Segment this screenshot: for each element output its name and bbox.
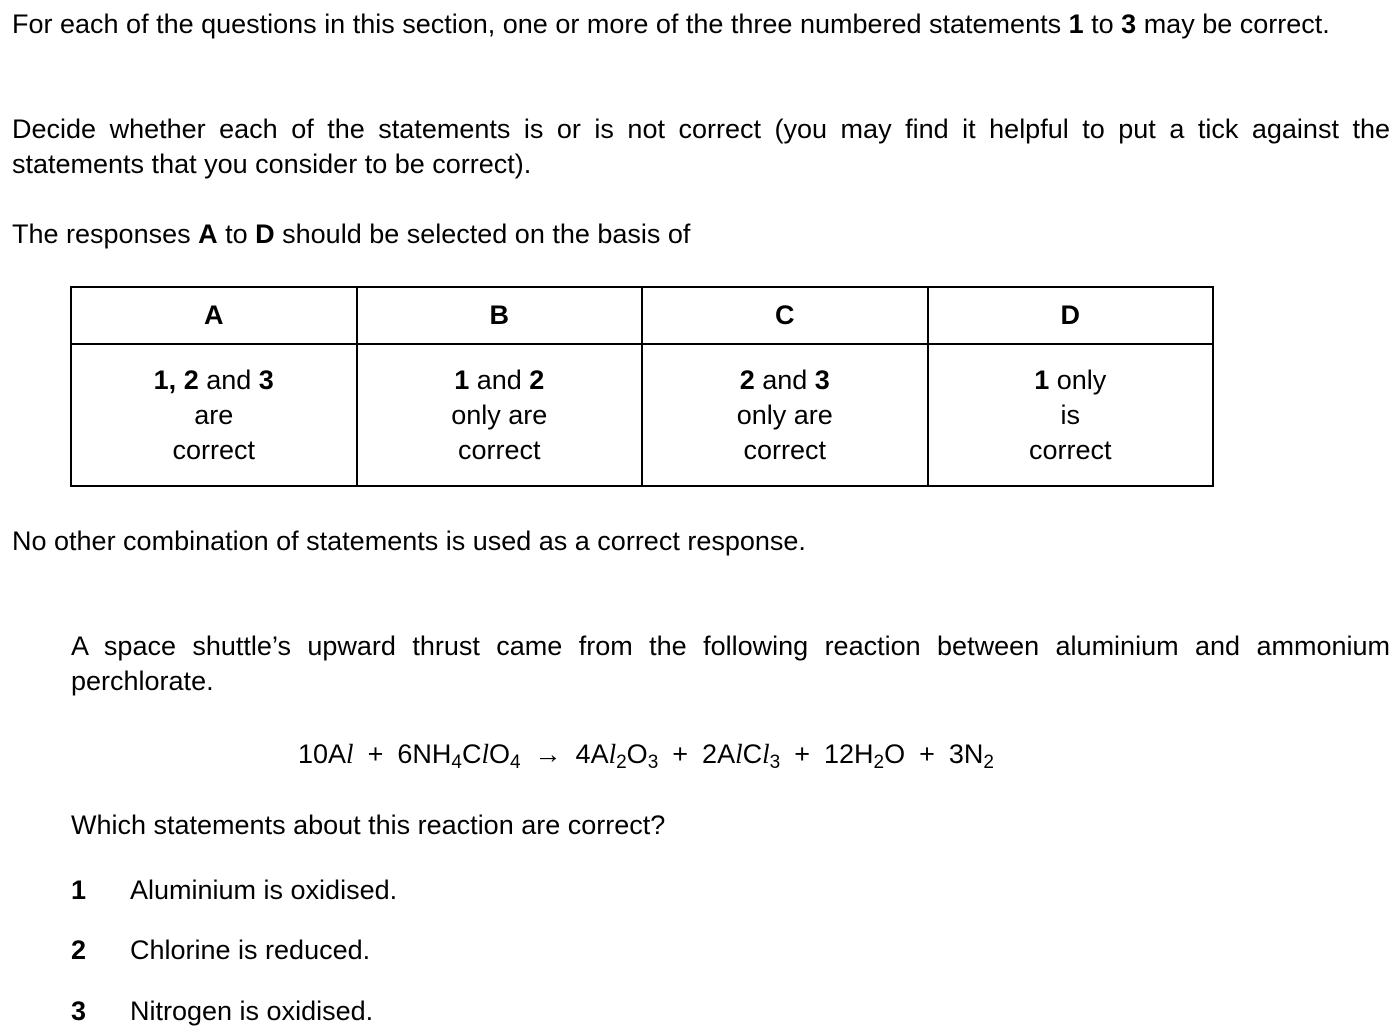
cell-text: and (469, 364, 530, 395)
cell-line-1 (643, 363, 927, 398)
eq-term: 10A (298, 739, 347, 769)
cell-text: only (1049, 364, 1107, 395)
cell-line-3: correct (1028, 434, 1112, 465)
statement-2 (71, 933, 370, 968)
eq-term: O (488, 739, 510, 769)
eq-plus: + (672, 739, 689, 769)
eq-italic-l: l (346, 739, 354, 769)
bold-number: 1 (454, 364, 470, 395)
cell-text: and (198, 364, 259, 395)
instruction-paragraph-1 (12, 7, 1390, 42)
response-key-table (70, 286, 1214, 487)
cell-line-1 (72, 363, 356, 398)
question-prompt: Which statements about this reaction are correct? (71, 810, 666, 840)
instruction-text: For each of the questions in this section, one or more of the three numbered statements (12, 9, 1069, 39)
eq-term: 3N (948, 739, 984, 769)
statement-number-bold: 1 (1068, 9, 1084, 39)
bold-number: 3 (814, 364, 830, 395)
bold-number: 2 (739, 364, 755, 395)
response-header-c: C (642, 287, 928, 344)
instruction-paragraph-4: No other combination of statements is used as a correct response. (12, 526, 806, 556)
chemical-equation (298, 737, 994, 772)
bold-number: 1, (153, 364, 177, 395)
eq-italic-l: l (481, 739, 489, 769)
reaction-arrow-icon: → (534, 739, 562, 769)
statement-text: Nitrogen is oxidised. (130, 996, 374, 1026)
eq-term: C (461, 739, 482, 769)
instruction-paragraph-2: Decide whether each of the statements is or is not correct (you may find it helpful to put a tick against the statements that you consider to be correct). (12, 114, 1390, 179)
cell-line-1 (358, 363, 642, 398)
statement-number-bold: 3 (1121, 9, 1137, 39)
cell-line-2: are (194, 399, 234, 430)
instruction-text: to (217, 219, 256, 249)
response-cell-a (71, 344, 357, 486)
eq-subscript: 2 (616, 752, 627, 773)
eq-italic-l: l (735, 739, 743, 769)
response-letter-bold: D (255, 219, 275, 249)
bold-number: 3 (258, 364, 274, 395)
instruction-text: The responses (12, 219, 199, 249)
response-key-body-row (71, 344, 1213, 486)
response-letter-bold: A (198, 219, 218, 249)
eq-subscript: 4 (451, 752, 462, 773)
eq-term: C (742, 739, 763, 769)
response-cell-d (928, 344, 1214, 486)
response-header-b: B (357, 287, 643, 344)
bold-number: 2 (529, 364, 545, 395)
cell-line-2: is (1060, 399, 1080, 430)
cell-text: and (754, 364, 815, 395)
response-header-a: A (71, 287, 357, 344)
response-header-d: D (928, 287, 1214, 344)
statement-number: 2 (71, 935, 87, 965)
eq-term: 4A (575, 739, 609, 769)
eq-term: O (884, 739, 906, 769)
question-stem: A space shuttle’s upward thrust came from the following reaction between aluminium and ammonium perchlorate. (71, 631, 1390, 696)
bold-number: 2 (183, 364, 199, 395)
cell-line-2: only are (736, 399, 833, 430)
statement-number: 3 (71, 996, 87, 1026)
statement-text: Aluminium is oxidised. (130, 875, 398, 905)
statement-1 (71, 873, 397, 908)
eq-subscript: 2 (873, 752, 885, 773)
cell-line-3: correct (457, 434, 541, 465)
statement-3 (71, 994, 373, 1029)
instruction-paragraph-3 (12, 217, 1390, 252)
response-cell-b (357, 344, 643, 486)
bold-number: 1 (1034, 364, 1050, 395)
cell-text (176, 365, 184, 395)
eq-italic-l: l (762, 739, 770, 769)
eq-plus: + (919, 739, 935, 769)
eq-subscript: 3 (769, 752, 781, 773)
eq-subscript: 2 (983, 752, 994, 773)
instruction-text: may be correct. (1136, 9, 1330, 39)
statement-text: Chlorine is reduced. (130, 935, 371, 965)
cell-line-1 (929, 363, 1213, 398)
eq-subscript: 3 (647, 752, 659, 773)
instruction-text: to (1083, 9, 1122, 39)
statement-number: 1 (71, 875, 87, 905)
response-cell-c (642, 344, 928, 486)
cell-line-3: correct (743, 434, 827, 465)
eq-italic-l: l (608, 739, 617, 769)
cell-line-2: only are (451, 399, 548, 430)
eq-term: O (626, 739, 648, 769)
eq-subscript: 4 (509, 752, 521, 773)
eq-term: 12H (823, 739, 874, 769)
eq-term: 6NH (397, 739, 452, 769)
eq-plus: + (794, 739, 810, 769)
eq-term: 2A (702, 739, 736, 769)
eq-plus: + (367, 739, 384, 769)
instruction-text: should be selected on the basis of (274, 219, 691, 249)
response-key-header-row (71, 287, 1213, 344)
cell-line-3: correct (172, 434, 256, 465)
